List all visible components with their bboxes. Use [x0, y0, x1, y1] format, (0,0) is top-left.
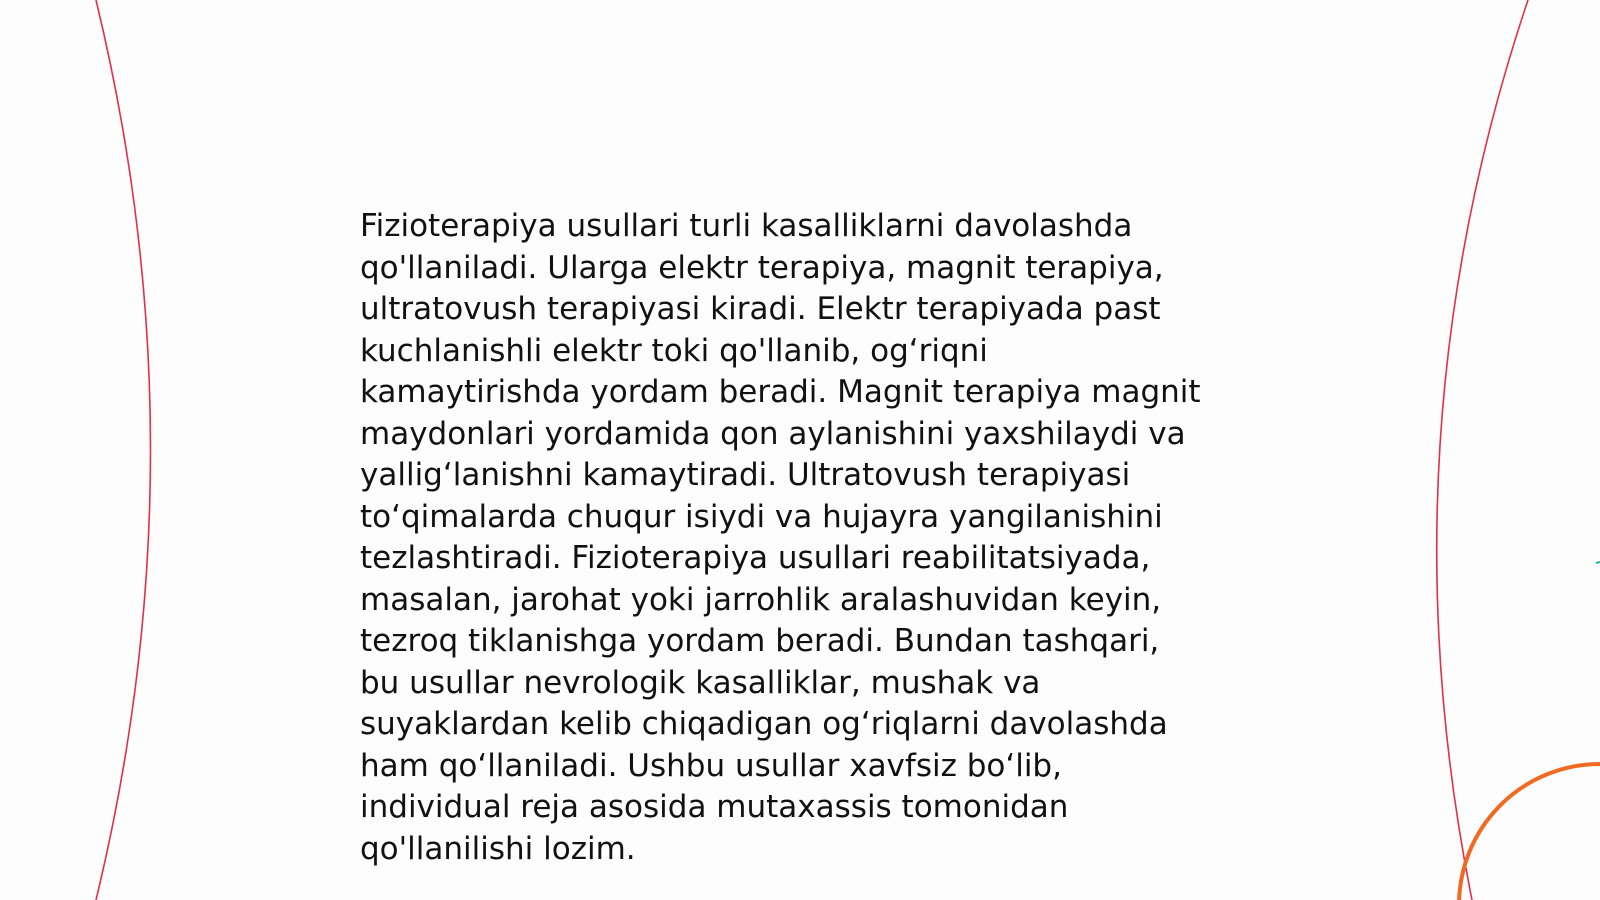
paragraph-line: ham qoʻllaniladi. Ushbu usullar xavfsiz boʻlib, — [360, 747, 1062, 784]
paragraph-line: tezlashtiradi. Fizioterapiya usullari reabilitatsiyada, — [360, 540, 1151, 576]
paragraph-line: masalan, jarohat yoki jarrohlik aralashuvidan keyin, — [360, 581, 1162, 618]
paragraph-line: suyaklardan kelib chiqadigan ogʻriqlarni davolashda — [360, 706, 1168, 742]
body-paragraph — [360, 206, 1260, 870]
left-curve-line — [96, 0, 151, 900]
right-curve-line — [1437, 0, 1528, 900]
teal-accent-mark — [1596, 562, 1600, 563]
paragraph-line: Fizioterapiya usullari turli kasalliklarni davolashda — [360, 208, 1133, 244]
paragraph-line: kuchlanishli elektr toki qo'llanib, ogʻriqni — [360, 332, 988, 369]
paragraph-line: qo'llaniladi. Ularga elektr terapiya, magnit terapiya, — [360, 249, 1164, 286]
paragraph-line: ultratovush terapiyasi kiradi. Elektr terapiyada past — [360, 291, 1161, 327]
paragraph-line: tezroq tiklanishga yordam beradi. Bundan tashqari, — [360, 623, 1160, 659]
paragraph-line: bu usullar nevrologik kasalliklar, mushak va — [360, 664, 1041, 701]
paragraph-line: individual reja asosida mutaxassis tomonidan — [360, 789, 1069, 825]
paragraph-line: yalligʻlanishni kamaytiradi. Ultratovush terapiyasi — [360, 457, 1131, 493]
orange-arc — [1459, 764, 1600, 900]
paragraph-line: kamaytirishda yordam beradi. Magnit terapiya magnit — [360, 374, 1201, 410]
paragraph-line: toʻqimalarda chuqur isiydi va hujayra yangilanishini — [360, 498, 1163, 535]
paragraph-line: qo'llanilishi lozim. — [360, 830, 636, 867]
paragraph-line: maydonlari yordamida qon aylanishini yaxshilaydi va — [360, 415, 1186, 452]
